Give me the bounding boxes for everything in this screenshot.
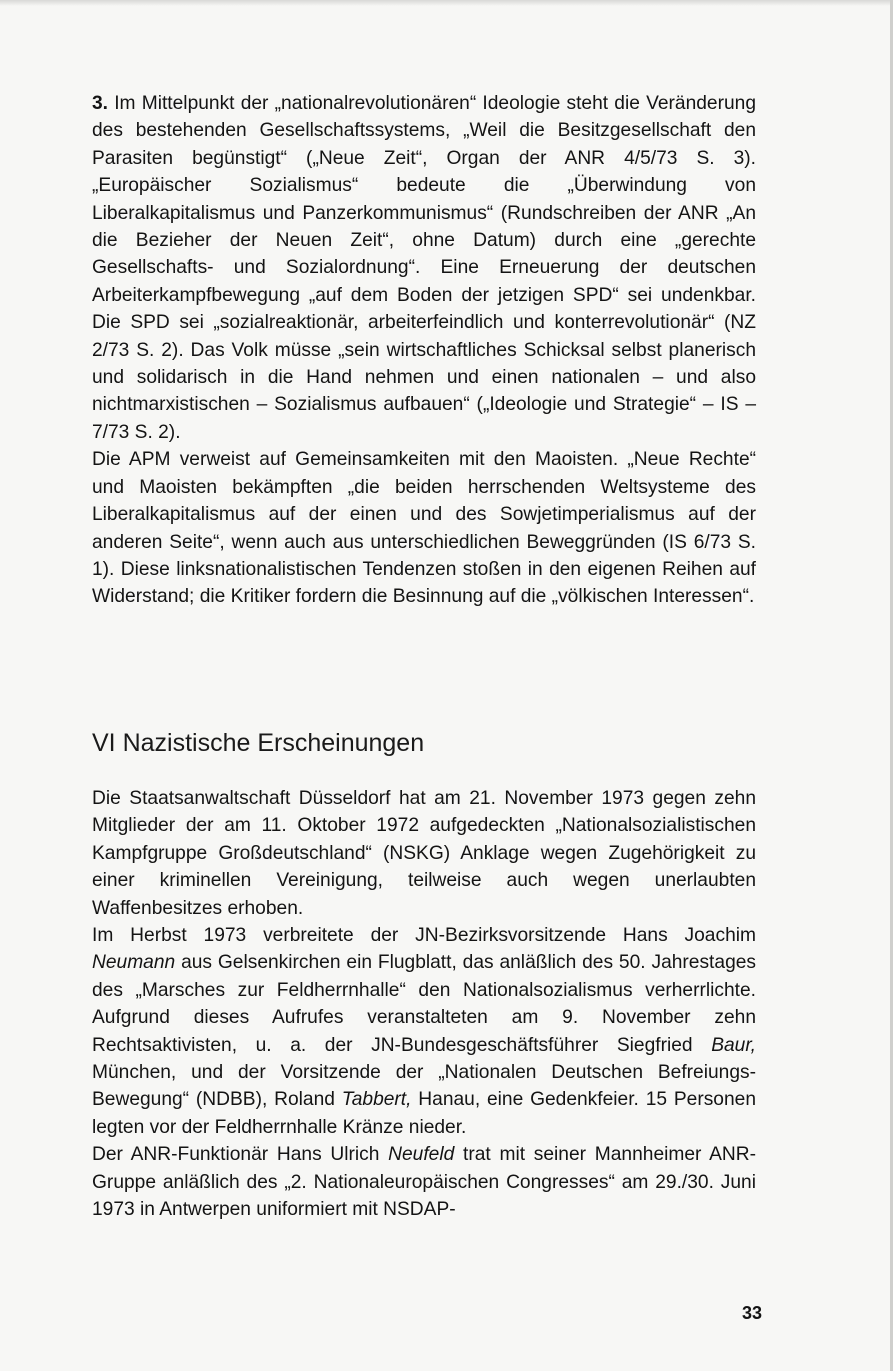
text-run: München, und der Vorsitzende der „Nationalen Deutschen Befreiungs-Bewegung“ (NDBB), Roland: [92, 1062, 756, 1111]
text-run: aus Gelsenkirchen ein Flugblatt, das anläßlich des 50. Jahrestages des „Marsches zur Feldherrnhalle“ den Nationalsozialismus verherrlichte. Aufgrund dieses Aufrufes veranstalteten am 9. November zehn Rechtsaktivisten, u. a. der JN-Bundesgeschäftsführer Siegfried: [92, 952, 756, 1056]
person-name: Neumann: [92, 952, 176, 974]
page-top-edge: [0, 0, 893, 6]
person-name: Baur,: [711, 1034, 756, 1056]
page-number: 33: [741, 1303, 762, 1323]
paragraph-3-anr-ideology: [92, 90, 756, 446]
paragraph-number: 3.: [92, 93, 109, 114]
text-run: Hanau, eine Gedenkfeier. 15 Personen legten vor der Feldherrnhalle Kränze nieder.: [92, 1089, 756, 1138]
paragraph-antwerp-congress: [92, 1141, 756, 1223]
lower-text-block: [92, 785, 756, 1224]
person-name: Tabbert,: [341, 1089, 412, 1111]
person-name: Neufeld: [388, 1144, 455, 1166]
paragraph-text: Im Mittelpunkt der „nationalrevolutionären“ Ideologie steht die Veränderung des bestehenden Gesellschaftssystems, „Weil die Besitzgesellschaft den Parasiten begünstigt“ („Neue Zeit“, Organ der ANR 4/5/73 S. 3). „Europäischer Sozialismus“ bedeute die „Überwindung von Liberalkapitalismus und Panzerkommunismus“ (Rundschreiben der ANR „An die Bezieher der Neuen Zeit“, ohne Datum) durch eine „gerechte Gesellschafts- und Sozialordnung“. Eine Erneuerung der deutschen Arbeiterkampfbewegung „auf dem Boden der jetzigen SPD“ sei undenkbar. Die SPD sei „sozialreaktionär, arbeiterfeindlich und konterrevolutionär“ (NZ 2/73 S. 2). Das Volk müsse „sein wirtschaftliches Schicksal selbst planerisch und solidarisch in die Hand nehmen und einen nationalen – und also nichtmarxistischen – Sozialismus aufbauen“ („Ideologie und Strategie“ – IS – 7/73 S. 2).: [92, 93, 756, 443]
upper-text-block: [92, 90, 756, 611]
section-heading: VI Nazistische Erscheinungen: [92, 729, 425, 757]
paragraph-nskg-indictment: Die Staatsanwaltschaft Düsseldorf hat am 21. November 1973 gegen zehn Mitglieder der am 11. Oktober 1972 aufgedeckten „Nationalsozialistischen Kampfgruppe Großdeutschland“ (NSKG) Anklage wegen Zugehörigkeit zu einer kriminellen Vereinigung, teilweise auch wegen unerlaubten Waffenbesitzes erhoben.: [92, 788, 756, 919]
text-run: Der ANR-Funktionär Hans Ulrich: [92, 1144, 389, 1166]
paragraph-apm-maoists: Die APM verweist auf Gemeinsamkeiten mit den Maoisten. „Neue Rechte“ und Maoisten bekämpften „die beiden herrschenden Weltsysteme des Liberalkapitalismus auf der einen und des Sowjetimperialismus auf der anderen Seite“, wenn auch aus unterschiedlichen Beweggründen (IS 6/73 S. 1). Diese linksnationalistischen Tendenzen stoßen in den eigenen Reihen auf Widerstand; die Kritiker fordern die Besinnung auf die „völkischen Interessen“.: [92, 449, 756, 608]
text-run: trat mit seiner Mannheimer ANR-Gruppe anläßlich des „2. Nationaleuropäischen Congresses“ am 29./30. Juni 1973 in Antwerpen uniformiert mit NSDAP-: [92, 1144, 756, 1221]
text-run: Im Herbst 1973 verbreitete der JN-Bezirksvorsitzende Hans Joachim: [92, 925, 756, 947]
paragraph-feldherrnhalle: [92, 922, 756, 1141]
